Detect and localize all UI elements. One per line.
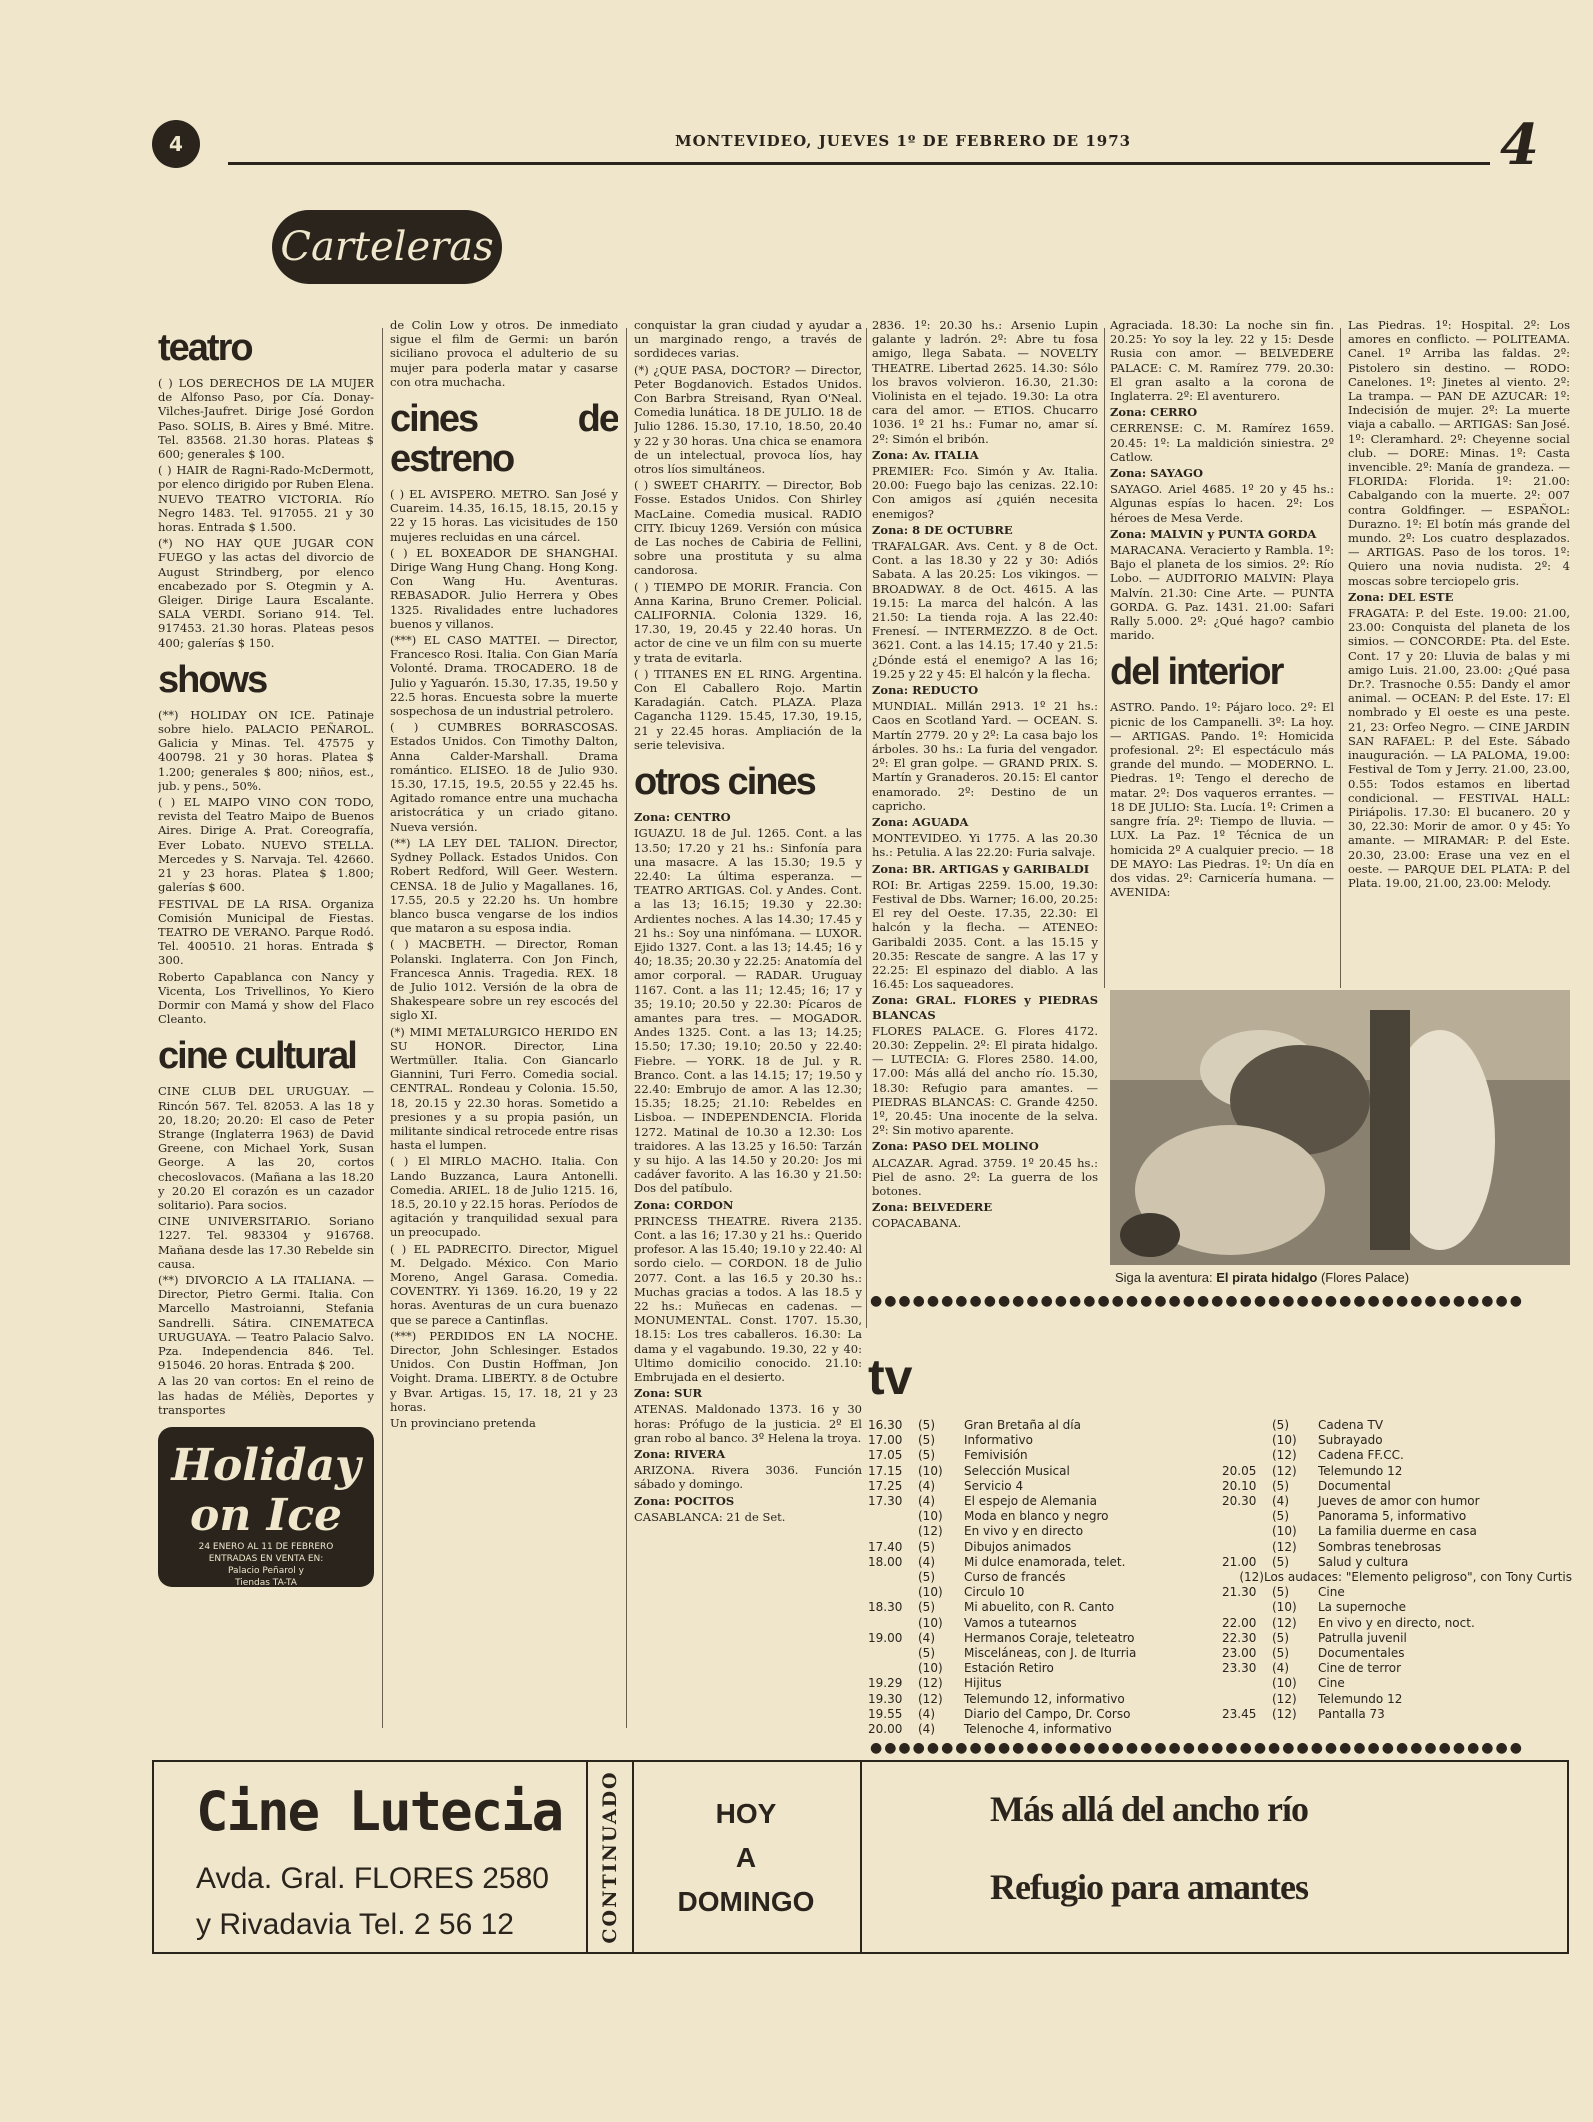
- tv-program: Los audaces: "Elemento peligroso", con Tony Curtis: [1263, 1570, 1572, 1585]
- zone-heading: Zona: RIVERA: [634, 1447, 726, 1462]
- section-title-shows: shows: [158, 658, 267, 701]
- tv-channel: (5): [1272, 1646, 1289, 1661]
- tv-listing-row: [1222, 1524, 1572, 1539]
- tv-time: 18.30: [868, 1600, 903, 1615]
- section-title-cines-estreno: cines de estreno: [390, 398, 618, 481]
- section-title-cine-cultural: cine cultural: [158, 1035, 356, 1078]
- tv-time: 23.30: [1222, 1661, 1257, 1676]
- listing-item: ( ) MACBETH. — Director, Roman Polanski. Inglaterra. Con Jon Finch, Francesca Annis. Tragedia. REX. 18 de Julio 1012. Versión de la obra de Shakespeare sobre un rey escocés del siglo XI.: [390, 937, 618, 1023]
- film-still-illustration: [1110, 990, 1570, 1265]
- ad-a: A: [735, 1842, 757, 1873]
- listing-item: Roberto Capablanca con Nancy y Vicenta, Los Trivellinos, Yo Kiero Dormir con Mamá y show del Flaco Cleanto.: [158, 969, 374, 1027]
- tv-program: Cadena FF.CC.: [1318, 1448, 1404, 1463]
- tv-time: [868, 1524, 918, 1539]
- holiday-on-ice-ad: [158, 1427, 374, 1600]
- tv-time: [1222, 1540, 1272, 1555]
- zone-heading: Zona: MALVIN y PUNTA GORDA: [1110, 526, 1317, 541]
- tv-listing-row: [1222, 1433, 1572, 1448]
- tv-time: 20.05: [1222, 1463, 1257, 1478]
- holiday-ad-line: Palacio Peñarol y: [228, 1566, 304, 1576]
- page-logo-badge: 4: [152, 120, 200, 168]
- tv-channel: (10): [918, 1585, 943, 1600]
- carteleras-title: Carteleras: [272, 210, 502, 284]
- section-title-teatro: teatro: [158, 327, 252, 369]
- tv-program: Vamos a tutearnos: [964, 1615, 1077, 1630]
- ad-film-1: Más allá del ancho río: [990, 1789, 1308, 1829]
- ad-address-phone: y Rivadavia Tel. 2 56 12: [196, 1908, 514, 1941]
- zone-heading: Zona: REDUCTO: [872, 683, 979, 698]
- continuado-text: CONTINUADO: [599, 1770, 621, 1944]
- listing-item: 2836. 1º: 20.30 hs.: Arsenio Lupin galante y ladrón. 2º: Abre tu fosa amigo, llega Sabata. — NOVELTY THEATRE. Libertad 2625. 14.30: Sólo los bravos volvieron. 16.30, 21.30: Violinista en el tejado. 19.30: La otra cara del amor. — ETIOS. Chucarro 1036. 1º 21 hs.: Fumar no, amar sí. 2º: Simón el bribón.: [872, 318, 1098, 446]
- listing-item: ( ) EL PADRECITO. Director, Miguel M. Delgado. México. Con Mario Moreno, Angel Garasa. Comedia. COVENTRY. Yi 1369. 16.20, 19 y 22 horas. Aventuras de un cura buenazo que se parece a Cantinflas.: [390, 1241, 618, 1327]
- listing-item: (*) NO HAY QUE JUGAR CON FUEGO y las actas del divorcio de August Strindberg, por elenco encabezado por S. Otegmin y A. Gleiger. Dirige Laura Escalante. SALA VERDI. Soriano 914. Tel. 917453. 21.30 horas. Plateas pesos 400; galerías $ 150.: [158, 536, 374, 650]
- tv-program: Hijitus: [964, 1676, 1002, 1691]
- listing-item: TRAFALGAR. Avs. Cent. y 8 de Oct. Cont. a las 18.30 y 22 y 30: Adiós Sabata. A las 20.25: Los vikingos. — BROADWAY. 8 de Oct. 4615. A las 19.15: La marca del halcón. A las 21.50: La tienda roja. A las 22.40: Frenesí. — INTERMEZZO. 8 de Oct. 3621. Cont. a las 14.15; 17.40 y 21.5: ¿Dónde está el enemigo? A las 16; 19.25 y 22 y 45: El halcón y la flecha.: [872, 539, 1098, 681]
- section-title-otros-cines: otros cines: [634, 761, 815, 804]
- listing-item: A las 20 van cortos: En el reino de las hadas de Méliès, Deportes y transportes: [158, 1374, 374, 1417]
- tv-channel: (10): [918, 1463, 943, 1478]
- tv-channel: (12): [1239, 1570, 1264, 1585]
- listing-item: FLORES PALACE. G. Flores 4172. 20.30: Zeppelin. 2º: El pirata hidalgo. — LUTECIA: G. Flores 2580. 14.00, 17.00: Más allá del ancho río. 15.30, 18.30: Refugio para amantes. — PIEDRAS BLANCAS: C. Grande 4250. 1º, 20.45: Una inocente de la selva. 2º: Sin motivo aparente.: [872, 1023, 1098, 1138]
- tv-program: Dibujos animados: [964, 1539, 1072, 1554]
- photo-caption: [1115, 1270, 1575, 1285]
- tv-time: [1222, 1418, 1272, 1433]
- tv-listing-row: [868, 1661, 1218, 1676]
- tv-listing-row: [868, 1433, 1218, 1448]
- tv-listing-row: [1222, 1418, 1572, 1433]
- tv-program: Telemundo 12: [1318, 1691, 1403, 1706]
- listing-item: ( ) El MIRLO MACHO. Italia. Con Lando Buzzanca, Laura Antonelli. Comedia. ARIEL. 18 de Julio 1215. 16, 18.5, 20.10 y 22.15 horas. Períodos de agitación y tranquilidad sexual para un preocupado.: [390, 1154, 618, 1240]
- tv-time: 21.00: [1222, 1554, 1257, 1569]
- tv-channel: (10): [1272, 1433, 1297, 1448]
- tv-channel: (10): [918, 1615, 943, 1630]
- tv-program: Mi dulce enamorada, telet.: [964, 1554, 1126, 1569]
- tv-program: Salud y cultura: [1318, 1554, 1409, 1569]
- zone-heading: Zona: CERRO: [1110, 405, 1198, 420]
- listing-item: ( ) TITANES EN EL RING. Argentina. Con El Caballero Rojo. Martin Karadagián. Catch. PLAZA. Plaza Cagancha 1129. 15.45, 17.30, 19.15, 21 y 22.45 horas. Ampliación de la serie televisiva.: [634, 666, 862, 752]
- tv-listing-row: [1222, 1646, 1572, 1661]
- listing-item: (**) LA LEY DEL TALION. Director, Sydney Pollack. Estados Unidos. Con Robert Redford, Will Geer. Western. CENSA. 18 de Julio y Magallanes. 16, 17.55, 20.5 y 22.20 hs. Un hombre blanco busca vengarse de los indios que mataron a su esposa india.: [390, 835, 618, 936]
- tv-channel: (5): [1272, 1630, 1289, 1645]
- tv-time: [1222, 1600, 1272, 1615]
- tv-listing-row: [1222, 1676, 1572, 1691]
- column-4: [872, 318, 1098, 1258]
- zone-heading: Zona: AGUADA: [872, 814, 969, 829]
- listing-item: MUNDIAL. Millán 2913. 1º 21 hs.: Caos en Scotland Yard. — OCEAN. S. Martín 2779. 20 y 2º: La casa bajo los árboles. 30 hs.: La furia del vengador. 2º: El gran golpe. — GRAND PRIX. S. Martín y Granaderos. 20.15: El cantor enamorado. 2º: Destino de un capricho.: [872, 699, 1098, 813]
- tv-program: Diario del Campo, Dr. Corso: [964, 1706, 1131, 1721]
- listing-item: FRAGATA: P. del Este. 19.00: 21.00, 23.00: Conquista del planeta de los simios. — CONCORDE: Pta. del Este. Cont. 17 y 20: Lluvia de balas y mi amigo Luis. 21.00, 23.00: ¿Qué pasa Dr.?. Trasnoche 0.55: Dandy el amor animal. — OCEAN: P. del Este. 17: El nombrado y El oeste es una peste. 21, 23: Orfeo Negro. — CINE JARDIN SAN RAFAEL: P. del Este. Sábado inauguración. — LA PALOMA, 19.00: Festival de Tom y Jerry. 21.00, 23.00, 0.55: Todos estamos en libertad condicional. — FESTIVAL HALL: Piriápolis. 17.30: El bucanero. 20 y 30, 22.30: Morir de amor. 0 y 45: Yo amante. — MIRAMAR: P. del Este. 20.30, 23.00: Erase una vez en el oeste. — PARQUE DEL PLATA: P. del Plata. 19.00, 21.00, 23.00: Melody.: [1348, 606, 1570, 890]
- tv-channel: (10): [918, 1661, 943, 1676]
- tv-channel: (12): [1272, 1539, 1297, 1554]
- listing-item: de Colin Low y otros. De inmediato sigue el film de Germi: un barón siciliano provoca el adulterio de su mujer para poderla matar y casarse con otra muchacha.: [390, 318, 618, 389]
- listing-item: PREMIER: Fco. Simón y Av. Italia. 20.00: Fuego bajo las cenizas. 22.10: Con amigos así ¿quién necesita enemigos?: [872, 464, 1098, 521]
- tv-listing-row: [868, 1707, 1218, 1722]
- column-divider: [382, 328, 383, 1728]
- tv-listing-row: [868, 1494, 1218, 1509]
- tv-program: Gran Bretaña al día: [964, 1418, 1081, 1432]
- ad-film-2: Refugio para amantes: [990, 1867, 1308, 1907]
- tv-listing-right: [1222, 1418, 1572, 1722]
- tv-program: Telenoche 4, informativo: [964, 1722, 1112, 1737]
- listing-item: MONTEVIDEO. Yi 1775. A las 20.30 hs.: Petulia. A las 22.20: Furia salvaje.: [872, 831, 1098, 860]
- tv-listing-row: [868, 1524, 1218, 1539]
- tv-time: 20.10: [1222, 1478, 1257, 1493]
- tv-program: Cine: [1318, 1676, 1345, 1691]
- tv-listing-row: [868, 1509, 1218, 1524]
- column-2: [390, 318, 618, 1738]
- tv-program: Femivisión: [964, 1448, 1028, 1463]
- tv-time: [1222, 1676, 1272, 1691]
- tv-program: La familia duerme en casa: [1318, 1524, 1477, 1539]
- tv-listing-row: [1222, 1540, 1572, 1555]
- ad-schedule: [632, 1762, 862, 1952]
- holiday-ad-dates: 24 ENERO AL 11 DE FEBRERO: [198, 1542, 334, 1552]
- listing-item: (***) PERDIDOS EN LA NOCHE. Director, John Schlesinger. Estados Unidos. Con Dustin Hoffman, Jon Voight. Drama. LIBERTY. 8 de Octubre y Bvar. Artigas. 15, 17. 18, 21 y 23 horas.: [390, 1328, 618, 1414]
- tv-program: El espejo de Alemania: [964, 1494, 1097, 1509]
- tv-listing-row: [868, 1448, 1218, 1463]
- tv-listing-row: [1222, 1707, 1572, 1722]
- tv-program: Servicio 4: [964, 1478, 1024, 1493]
- tv-channel: (10): [1272, 1524, 1297, 1539]
- ad-cinema-name: Cine Lutecia: [196, 1780, 563, 1843]
- tv-listing-row: [1222, 1631, 1572, 1646]
- tv-listing-row: [868, 1631, 1218, 1646]
- tv-channel: (4): [1272, 1494, 1289, 1509]
- tv-time: 21.30: [1222, 1585, 1257, 1600]
- date-line: MONTEVIDEO, JUEVES 1º DE FEBRERO DE 1973: [675, 132, 1132, 150]
- tv-listing-row: [1222, 1570, 1572, 1585]
- listing-item: (***) EL CASO MATTEI. — Director, Francesco Rosi. Italia. Con Gian María Volonté. Drama. TROCADERO. 18 de Julio y Yaguarón. 15.30, 17.35, 19.50 y 22.5 horas. Encuesta sobre la muerte sospechosa de un industrial petrolero.: [390, 633, 618, 719]
- tv-program: Moda en blanco y negro: [964, 1509, 1109, 1524]
- listing-item: conquistar la gran ciudad y ayudar a un marginado rengo, a través de sordideces varias.: [634, 318, 862, 361]
- listing-item: ( ) EL AVISPERO. METRO. San José y Cuareim. 14.35, 16.15, 18.15, 20.15 y 22 y 15 horas. Las vicisitudes de 150 mujeres recluidas en una cárcel.: [390, 487, 618, 544]
- tv-time: 19.55: [868, 1706, 903, 1721]
- tv-time: [1222, 1692, 1272, 1707]
- zone-heading: Zona: BELVEDERE: [872, 1200, 993, 1215]
- tv-channel: (4): [918, 1630, 935, 1645]
- tv-channel: (5): [918, 1600, 935, 1615]
- tv-time: [1222, 1570, 1239, 1585]
- tv-program: Pantalla 73: [1318, 1706, 1385, 1721]
- tv-program: Cine de terror: [1318, 1661, 1402, 1676]
- tv-listing-row: [868, 1646, 1218, 1661]
- tv-listing-row: [1222, 1600, 1572, 1615]
- listing-item: (*) ¿QUE PASA, DOCTOR? — Director, Peter Bogdanovich. Estados Unidos. Con Barbra Streisand, Ryan O'Neal. Comedia lunática. 18 DE JULIO. 18 de Julio 1286. 15.30, 17.10, 18.50, 20.40 y 22 y 30 horas. Una chica se enamora de un intelectual, provoca líos, hay otros líos simultáneos.: [634, 362, 862, 477]
- dot-border-top: ●●●●●●●●●●●●●●●●●●●●●●●●●●●●●●●●●●●●●●●●●●●●●●: [870, 1293, 1524, 1309]
- tv-time: [868, 1646, 918, 1661]
- tv-listing-row: [868, 1676, 1218, 1691]
- tv-channel: (5): [1272, 1585, 1289, 1600]
- holiday-ad-title: Holiday on Ice: [171, 1440, 361, 1541]
- zone-heading: Zona: POCITOS: [634, 1493, 735, 1508]
- tv-program: Curso de francés: [964, 1570, 1066, 1585]
- tv-program: Informativo: [964, 1433, 1033, 1448]
- tv-time: 17.25: [868, 1478, 903, 1493]
- column-6: [1348, 318, 1570, 986]
- tv-program: Documental: [1318, 1478, 1391, 1493]
- tv-listing-row: [1222, 1479, 1572, 1494]
- listing-item: ( ) TIEMPO DE MORIR. Francia. Con Anna Karina, Bruno Cremer. Policial. CALIFORNIA. Colonia 1329. 16, 17.30, 19, 20.45 y 22.40 horas. Un actor de cine ve un film con su muerte y trata de evitarla.: [634, 579, 862, 665]
- ad-hoy: HOY: [715, 1798, 777, 1829]
- tv-listing-row: [868, 1540, 1218, 1555]
- tv-channel: (5): [918, 1570, 935, 1585]
- tv-listing-row: [868, 1555, 1218, 1570]
- column-3: [634, 318, 862, 1738]
- tv-time: [1222, 1524, 1272, 1539]
- column-divider: [1340, 328, 1341, 988]
- tv-channel: (4): [918, 1706, 935, 1721]
- ad-address: Avda. Gral. FLORES 2580: [196, 1862, 549, 1895]
- tv-channel: (4): [918, 1494, 935, 1509]
- tv-program: Cadena TV: [1318, 1418, 1384, 1432]
- holiday-ad-presenter: Presenta: Palacio Peñarol: [209, 1590, 323, 1600]
- tv-program: Subrayado: [1318, 1433, 1383, 1448]
- listing-item: ( ) EL BOXEADOR DE SHANGHAI. Dirige Wang Hung Chang. Hong Kong. Con Wang Hu. Aventuras. REBASADOR. Julio Herrera y Obes 1325. Rivalidades entre luchadores buenos y villanos.: [390, 545, 618, 631]
- tv-listing-row: [868, 1418, 1218, 1433]
- listing-item: IGUAZU. 18 de Jul. 1265. Cont. a las 13.50; 17.20 y 21 hs.: Sinfonía para una masacre. A las 15.30; 19.5 y 22.40: La última esperanza. — TEATRO ARTIGAS. Col. y Andes. Cont. a las 13; 16.15; 19.30 y 22.30: Ardientes noches. A las 14.30; 17.45 y 21 hs.: Soy una ninfómana. — LUXOR. Ejido 1327. Cont. a las 13; 14.45; 16 y 40; 18.35; 20.30 y 22.25: Anatomía del amor corporal. — RADAR. Uruguay 1167. Cont. a las 11; 12.45; 16; 17 y 35; 19.10; 20.50 y 22.30: Pícaros de amantes para tres. — MOGADOR. Andes 1325. Cont. a las 13; 14.25; 15.50; 17.30; 19.10; 20.50 y 22.40: Fiebre. — YORK. 18 de Jul. y R. Branco. Cont. a las 14.15; 17; 19.50 y 22.40: Embrujo de amor. A las 12.30; 15.35; 18.25; 21.10: Rebeldes en Lisboa. — INDEPENDENCIA. Florida 1272. Matinal de 10.30 a 12.30: Los traidores. A las 13.25 y 16.50: Tarzán y su hijo. A las 14.50 y 20.20: Jos mi cadáver favorito. A las 16.30 y 21.50: Dos del patíbulo.: [634, 826, 862, 1196]
- listing-item: CASABLANCA: 21 de Set.: [634, 1509, 786, 1524]
- listing-item: Las Piedras. 1º: Hospital. 2º: Los amores en conflicto. — POLITEAMA. Canel. 1º Arriba las faldas. 2º: Pistolero sin destino. — RODO: Canelones. 1º: Jinetes al viento. 2º: La trampa. — PAN DE AZUCAR: 1º: Indecisión de mujer. 2º: La muerte viaja a caballo. — ARTIGAS: San José. 1º: Cleramhard. 2º: Cheyenne social club. — DORE: Minas. 1º: Casta invencible. 2º: Manía de grandeza. — FLORIDA: Florida. 1º: 21.00: Cabalgando con la muerte. 2º: 007 contra Goldfinger. — ESPAÑOL: Durazno. 1º: El botín más grande del mundo. 2º: Los cuatro desplazados. — ARTIGAS. Paso de los toros. 1º: Quiero una novia nudista. 2º: 4 moscas sobre terciopelo gris.: [1348, 318, 1570, 588]
- tv-listing-row: [1222, 1448, 1572, 1463]
- tv-listing-row: [1222, 1555, 1572, 1570]
- holiday-ad-line: ENTRADAS EN VENTA EN:: [208, 1554, 324, 1564]
- zone-heading: Zona: 8 DE OCTUBRE: [872, 522, 1013, 537]
- tv-listing-row: [868, 1616, 1218, 1631]
- tv-channel: (5): [1272, 1554, 1289, 1569]
- tv-program: En vivo y en directo: [964, 1524, 1084, 1539]
- tv-time: [1222, 1433, 1272, 1448]
- listing-item: ALCAZAR. Agrad. 3759. 1º 20.45 hs.: Piel de asno. 2º: La guerra de los botones.: [872, 1155, 1098, 1198]
- tv-channel: (5): [918, 1539, 935, 1554]
- tv-listing-row: [868, 1692, 1218, 1707]
- tv-listing-row: [868, 1600, 1218, 1615]
- tv-section-title: tv: [868, 1349, 913, 1405]
- tv-time: [868, 1585, 918, 1600]
- zone-heading: Zona: SAYAGO: [1110, 466, 1204, 481]
- listing-item: ( ) LOS DERECHOS DE LA MUJER de Alfonso Paso, por Cía. Donay-Vilches-Jaufret. Dirige José Gordon Paso. SOLIS, B. Aires y Bmé. Mitre. Tel. 83568. 21.30 horas. Plateas $ 600; generales $ 100.: [158, 376, 374, 462]
- tv-time: 17.30: [868, 1494, 903, 1509]
- listing-item: ( ) CUMBRES BORRASCOSAS. Estados Unidos. Con Timothy Dalton, Anna Calder-Marshall. Drama romántico. ELISEO. 18 de Julio 930. 15.30, 17.15, 19.5, 20.55 y 22.45 hs. Agitado romance entre una muchacha aristocrática y un criado gitano. Nueva versión.: [390, 720, 618, 834]
- tv-channel: (12): [1272, 1706, 1297, 1721]
- tv-channel: (12): [1272, 1615, 1297, 1630]
- tv-listing-left: [868, 1418, 1218, 1737]
- cine-lutecia-ad: [152, 1760, 1569, 1954]
- tv-channel: (5): [918, 1646, 935, 1661]
- tv-program: Circulo 10: [964, 1585, 1025, 1600]
- listing-item: Agraciada. 18.30: La noche sin fin. 20.25: Yo soy la ley. 22 y 15: Desde Rusia con amor. — BELVEDERE PALACE: C. M. Ramírez 779. 20.30: El gran asalto a la corona de Inglaterra. 2º: El aventurero.: [1110, 318, 1334, 404]
- tv-listing-row: [1222, 1616, 1572, 1631]
- tv-time: [1222, 1509, 1272, 1524]
- listing-item: COPACABANA.: [872, 1216, 962, 1231]
- listing-item: FESTIVAL DE LA RISA. Organiza Comisión Municipal de Fiestas. TEATRO DE VERANO. Parque Rodó. Tel. 400510. 21 horas. Entrada $ 300.: [158, 896, 374, 968]
- zone-heading: Zona: Av. ITALIA: [872, 447, 979, 462]
- holiday-ad-line: Tiendas TA-TA: [235, 1578, 297, 1588]
- zone-heading: Zona: DEL ESTE: [1348, 589, 1454, 604]
- zone-heading: Zona: CENTRO: [634, 810, 731, 825]
- listing-item: PRINCESS THEATRE. Rivera 2135. Cont. a las 16; 17.30 y 21 hs.: Querido profesor. A las 15.40; 19.10 y 22.40: Al sordo cielo. — CORDON. 18 de Julio 2077. Cont. a las 16.5 y 20.30 hs.: Muchas gracias a todos. A las 18.5 y 22 hs.: Muñecas en cadenas. — MONUMENTAL. Const. 1707. 15.30, 18.15: Los tres caballeros. 16.30: La dama y el vagabundo. 19.30, 22 y 40: Ultimo domicilio conocido. 21.10: Embrujada en el desierto.: [634, 1213, 862, 1385]
- header-rule: [228, 162, 1490, 165]
- listing-item: ARIZONA. Rivera 3036. Función sábado y domingo.: [634, 1463, 862, 1492]
- tv-time: 19.29: [868, 1676, 903, 1691]
- dot-border-bottom: ●●●●●●●●●●●●●●●●●●●●●●●●●●●●●●●●●●●●●●●●●●●●●●: [870, 1740, 1524, 1756]
- zone-heading: Zona: GRAL. FLORES y PIEDRAS BLANCAS: [872, 993, 1098, 1022]
- tv-time: 17.05: [868, 1448, 903, 1463]
- tv-program: En vivo y en directo, noct.: [1318, 1615, 1475, 1630]
- tv-time: 19.00: [868, 1630, 903, 1645]
- tv-channel: (4): [918, 1554, 935, 1569]
- tv-listing-row: [1222, 1494, 1572, 1509]
- column-divider: [866, 328, 867, 1328]
- zone-heading: Zona: SUR: [634, 1386, 703, 1401]
- tv-program: Telemundo 12: [1318, 1463, 1403, 1478]
- ad-continuado-label: [586, 1762, 634, 1952]
- listing-item: Un provinciano pretenda: [390, 1416, 536, 1431]
- tv-channel: (12): [918, 1691, 943, 1706]
- tv-time: [868, 1661, 918, 1676]
- zone-heading: Zona: BR. ARTIGAS y GARIBALDI: [872, 861, 1090, 876]
- tv-channel: (12): [918, 1524, 943, 1539]
- listing-item: ROI: Br. Artigas 2259. 15.00, 19.30: Festival de Dbs. Warner; 16.00, 20.25: El rey del Oeste. 17.35, 22.30: El halcón y la flecha. — ATENEO: Garibaldi 2035. Cont. a las 15.15 y 20.35: Rescate de sangre. A las 17 y 22.25: El espinazo del diablo. A las 16.45: Los saqueadores.: [872, 877, 1098, 992]
- tv-program: Telemundo 12, informativo: [964, 1691, 1125, 1706]
- tv-listing-row: [868, 1722, 1218, 1737]
- tv-channel: (4): [1272, 1661, 1289, 1676]
- listing-item: ASTRO. Pando. 1º: Pájaro loco. 2º: El picnic de los Campanelli. 3º: La hoy. — ARTIGAS. Pando. 1º: Homicida profesional. 2º: El espectáculo más grande del mundo. — MODERNO. L. Piedras. 1º: Tengo el derecho de matar. 2º: Dos vaqueros errantes. — 18 DE JULIO: Sta. Lucía. 1º: Crimen a sangre fría. 2º: Tiempo de lluvia. — LUX. La Paz. 1º Técnica de un homicida 2º A cualquier precio. — 18 DE MAYO: Las Piedras. 1º: Un día en dos vidas. 2º: Carnicería humana. — AVENIDA:: [1110, 700, 1334, 900]
- tv-time: 16.30: [868, 1418, 903, 1432]
- column-1: [158, 318, 374, 1738]
- tv-time: [1222, 1448, 1272, 1463]
- tv-time: 17.15: [868, 1463, 903, 1478]
- tv-time: 22.30: [1222, 1630, 1257, 1645]
- tv-listing-row: [1222, 1509, 1572, 1524]
- tv-time: 17.00: [868, 1433, 903, 1448]
- listing-item: CINE CLUB DEL URUGUAY. — Rincón 567. Tel. 82053. A las 18 y 20, 18.20; 20.20: El caso de Peter Strange (Inglaterra 1963) de David Greene, con Michael York, Susan George. A las 20, cortos checoslovacos. (Mañana a las 18.20 y 20.20 El corazón es un cazador solitario). Para socios.: [158, 1084, 374, 1212]
- tv-channel: (10): [1272, 1676, 1297, 1691]
- tv-time: 23.45: [1222, 1706, 1257, 1721]
- listing-item: ATENAS. Maldonado 1373. 16 y 30 horas: Prófugo de la justicia. 2º El gran robo al banco. 3º Helena la troya.: [634, 1402, 862, 1445]
- tv-listing-row: [868, 1464, 1218, 1479]
- tv-program: Estación Retiro: [964, 1661, 1054, 1676]
- tv-time: 20.00: [868, 1722, 903, 1737]
- tv-channel: (5): [1272, 1478, 1289, 1493]
- tv-time: 18.00: [868, 1554, 903, 1569]
- tv-time: 23.00: [1222, 1646, 1257, 1661]
- tv-channel: (5): [918, 1433, 935, 1448]
- tv-time: 17.40: [868, 1539, 903, 1554]
- column-divider: [626, 328, 627, 1728]
- tv-channel: (12): [1272, 1448, 1297, 1463]
- film-still-photo: [1110, 990, 1570, 1265]
- tv-time: 22.00: [1222, 1615, 1257, 1630]
- tv-channel: (5): [1272, 1418, 1289, 1432]
- tv-channel: (4): [918, 1722, 935, 1737]
- listing-item: (**) DIVORCIO A LA ITALIANA. — Director, Pietro Germi. Italia. Con Marcello Mastroianni, Stefania Sandrelli. Sátira. CINEMATECA URUGUAYA. — Teatro Palacio Salvo. Pza. Independencia 846. Tel. 915046. 20 horas. Entrada $ 200.: [158, 1272, 374, 1373]
- tv-program: Mi abuelito, con R. Canto: [964, 1600, 1115, 1615]
- listing-item: SAYAGO. Ariel 4685. 1º 20 y 45 hs.: Algunas espías lo hacen. 2º: Los héroes de Mesa Verde.: [1110, 482, 1334, 525]
- tv-program: Hermanos Coraje, teleteatro: [964, 1630, 1135, 1645]
- caption-prefix: Siga la aventura:: [1115, 1270, 1213, 1285]
- section-title-del-interior: del interior: [1110, 651, 1283, 694]
- tv-channel: (5): [1272, 1509, 1289, 1524]
- tv-program: Jueves de amor con humor: [1318, 1494, 1480, 1509]
- tv-channel: (12): [1272, 1691, 1297, 1706]
- tv-listing-row: [1222, 1692, 1572, 1707]
- listing-item: CINE UNIVERSITARIO. Soriano 1227. Tel. 983304 y 916768. Mañana desde las 17.30 Rebelde sin causa.: [158, 1214, 374, 1271]
- tv-program: Cine: [1318, 1585, 1345, 1600]
- tv-listing-row: [868, 1479, 1218, 1494]
- listing-item: ( ) HAIR de Ragni-Rado-McDermott, por elenco dirigido por Ruben Elena. NUEVO TEATRO VICTORIA. Río Negro 1483. Tel. 917055. 21 y 30 horas. Entrada $ 1.500.: [158, 463, 374, 535]
- listing-item: ( ) EL MAIPO VINO CON TODO, revista del Teatro Maipo de Buenos Aires. Dirige A. Prat. Coreografía, Ever Lobato. NUEVO STELLA. Mercedes y S. Narvaja. Tel. 42660. 21 y 23 horas. Platea $ 1.800; galerías $ 600.: [158, 795, 374, 895]
- caption-suffix: (Flores Palace): [1320, 1270, 1410, 1285]
- tv-channel: (10): [1272, 1600, 1297, 1615]
- zone-heading: Zona: CORDON: [634, 1197, 734, 1212]
- tv-time: [868, 1509, 918, 1524]
- tv-program: Misceláneas, con J. de Iturria: [964, 1646, 1137, 1661]
- zone-heading: Zona: PASO DEL MOLINO: [872, 1139, 1039, 1154]
- listing-item: CERRENSE: C. M. Ramírez 1659. 20.45: 1º: La maldición siniestra. 2º Catlow.: [1110, 421, 1334, 464]
- listing-item: (**) HOLIDAY ON ICE. Patinaje sobre hielo. PALACIO PEÑAROL. Galicia y Minas. Tel. 47575 y 400798. 21 y 30 horas. Platea $ 1.200; generales $ 800; niños, est., jub. y pens., 50%.: [158, 707, 374, 793]
- ad-domingo: DOMINGO: [677, 1886, 815, 1917]
- tv-program: Panorama 5, informativo: [1318, 1509, 1467, 1524]
- tv-program: Sombras tenebrosas: [1318, 1539, 1442, 1554]
- column-5: [1110, 318, 1334, 986]
- caption-title: El pirata hidalgo: [1216, 1270, 1318, 1285]
- listing-item: MARACANA. Veracierto y Rambla. 1º: Bajo el planeta de los simios. 2º: Río Lobo. — AUDITORIO MALVIN: Playa Malvín. 21.30: Cine Arte. — PUNTA GORDA. G. Paz. 1431. 21.00: Safari Rally 5.000. 2º: ¿Qué hago? cambio marido.: [1110, 543, 1334, 643]
- tv-program: La supernoche: [1318, 1600, 1406, 1615]
- listing-item: (*) MIMI METALURGICO HERIDO EN SU HONOR. Director, Lina Wertmüller. Italia. Con Giancarlo Giannini, Turi Ferro. Comedia social. CENTRAL. Rondeau y Colonia. 15.50, 18, 20.15 y 22.30 horas. Sometido a presiones y a su propia pasión, un militante sindical retrocede entre risas hasta el lumpen.: [390, 1024, 618, 1153]
- tv-listing-row: [1222, 1585, 1572, 1600]
- tv-time: [868, 1570, 918, 1585]
- column-divider: [1104, 328, 1105, 988]
- tv-listing-row: [868, 1585, 1218, 1600]
- tv-time: 20.30: [1222, 1494, 1257, 1509]
- tv-listing-row: [1222, 1661, 1572, 1676]
- tv-listing-row: [868, 1570, 1218, 1585]
- tv-channel: (12): [918, 1676, 943, 1691]
- tv-channel: (4): [918, 1478, 935, 1493]
- tv-channel: (5): [918, 1418, 935, 1432]
- tv-listing-row: [1222, 1464, 1572, 1479]
- tv-channel: (12): [1272, 1463, 1297, 1478]
- listing-item: ( ) SWEET CHARITY. — Director, Bob Fosse. Estados Unidos. Con Shirley MacLaine. Comedia musical. RADIO CITY. Ibicuy 1269. Versión con música de Las noches de Cabiria de Fellini, sobre una prostituta y su alma candorosa.: [634, 478, 862, 578]
- tv-channel: (10): [918, 1509, 943, 1524]
- page-number: 4: [1500, 112, 1539, 178]
- tv-program: Patrulla juvenil: [1318, 1630, 1407, 1645]
- tv-time: [868, 1616, 918, 1631]
- tv-program: Selección Musical: [964, 1463, 1070, 1478]
- tv-channel: (5): [918, 1448, 935, 1463]
- tv-time: 19.30: [868, 1691, 903, 1706]
- tv-program: Documentales: [1318, 1646, 1405, 1661]
